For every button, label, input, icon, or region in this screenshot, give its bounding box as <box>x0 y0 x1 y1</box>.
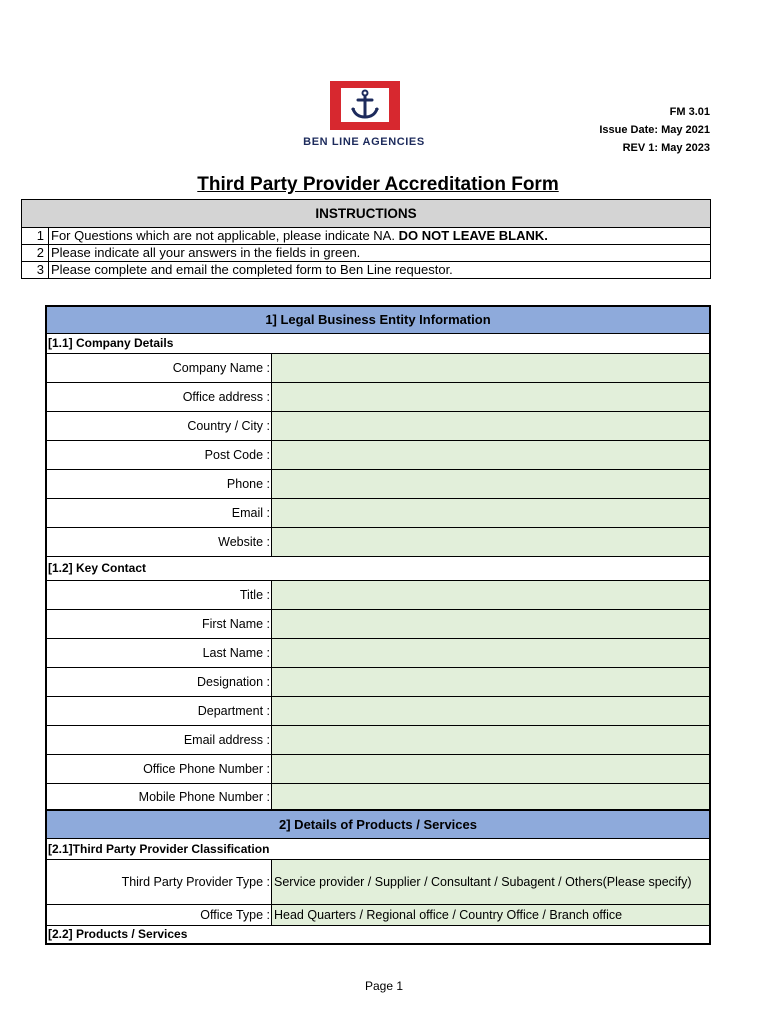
instructions-heading: INSTRUCTIONS <box>22 200 711 228</box>
company-name-row <box>47 354 709 383</box>
website-field[interactable] <box>272 528 709 556</box>
page-title: Third Party Provider Accreditation Form <box>197 174 559 195</box>
website-label: Website : <box>47 528 272 556</box>
office-type-field[interactable]: Head Quarters / Regional office / Country Office / Branch office <box>272 905 709 925</box>
revision-date: REV 1: May 2023 <box>622 142 710 154</box>
instruction-number: 2 <box>22 245 49 262</box>
instruction-row <box>22 245 711 262</box>
instruction-text: Please complete and email the completed form to Ben Line requestor. <box>49 262 711 279</box>
section-1-heading: 1] Legal Business Entity Information <box>47 307 709 334</box>
instruction-row <box>22 262 711 279</box>
instruction-text: Please indicate all your answers in the fields in green. <box>49 245 711 262</box>
phone-row <box>47 470 709 499</box>
first-name-row <box>47 610 709 639</box>
instruction-text <box>49 228 711 245</box>
designation-row <box>47 668 709 697</box>
mobile-phone-row <box>47 784 709 810</box>
contact-email-row <box>47 726 709 755</box>
email-label: Email : <box>47 499 272 527</box>
title-label: Title : <box>47 581 272 609</box>
last-name-label: Last Name : <box>47 639 272 667</box>
email-row <box>47 499 709 528</box>
form-number: FM 3.01 <box>669 106 710 118</box>
instruction-row <box>22 228 711 245</box>
office-type-row <box>47 905 709 926</box>
classification-heading: [2.1]Third Party Provider Classification <box>47 839 709 860</box>
flag-anchor-icon <box>296 70 432 136</box>
instructions-table <box>21 199 711 279</box>
designation-label: Designation : <box>47 668 272 696</box>
office-address-label: Office address : <box>47 383 272 411</box>
section-2-heading: 2] Details of Products / Services <box>47 810 709 839</box>
provider-type-label: Third Party Provider Type : <box>47 860 272 904</box>
department-label: Department : <box>47 697 272 725</box>
last-name-field[interactable] <box>272 639 709 667</box>
post-code-label: Post Code : <box>47 441 272 469</box>
instruction-number: 1 <box>22 228 49 245</box>
contact-email-label: Email address : <box>47 726 272 754</box>
company-name-label: Company Name : <box>47 354 272 382</box>
department-field[interactable] <box>272 697 709 725</box>
title-field[interactable] <box>272 581 709 609</box>
provider-type-field[interactable]: Service provider / Supplier / Consultant / Subagent / Others(Please specify) <box>272 860 709 904</box>
mobile-phone-label: Mobile Phone Number : <box>47 784 272 809</box>
phone-label: Phone : <box>47 470 272 498</box>
key-contact-heading: [1.2] Key Contact <box>47 557 709 581</box>
issue-date: Issue Date: May 2021 <box>599 124 710 136</box>
phone-field[interactable] <box>272 470 709 498</box>
department-row <box>47 697 709 726</box>
company-name-field[interactable] <box>272 354 709 382</box>
products-services-heading: [2.2] Products / Services <box>48 927 188 941</box>
mobile-phone-field[interactable] <box>272 784 709 809</box>
office-address-row <box>47 383 709 412</box>
office-type-label: Office Type : <box>47 905 272 925</box>
country-city-field[interactable] <box>272 412 709 440</box>
country-city-row <box>47 412 709 441</box>
first-name-label: First Name : <box>47 610 272 638</box>
company-logo-text: BEN LINE AGENCIES <box>303 136 425 148</box>
website-row <box>47 528 709 557</box>
designation-field[interactable] <box>272 668 709 696</box>
provider-type-row <box>47 860 709 905</box>
last-name-row <box>47 639 709 668</box>
office-phone-row <box>47 755 709 784</box>
country-city-label: Country / City : <box>47 412 272 440</box>
office-address-field[interactable] <box>272 383 709 411</box>
page-number: Page 1 <box>364 979 404 993</box>
office-phone-label: Office Phone Number : <box>47 755 272 783</box>
post-code-field[interactable] <box>272 441 709 469</box>
accreditation-form <box>45 305 711 945</box>
first-name-field[interactable] <box>272 610 709 638</box>
instruction-number: 3 <box>22 262 49 279</box>
title-row <box>47 581 709 610</box>
post-code-row <box>47 441 709 470</box>
company-details-heading: [1.1] Company Details <box>47 334 709 354</box>
instruction-text-main: For Questions which are not applicable, please indicate NA. <box>51 228 399 243</box>
instruction-text-emphasis: DO NOT LEAVE BLANK. <box>398 228 548 243</box>
email-field[interactable] <box>272 499 709 527</box>
contact-email-field[interactable] <box>272 726 709 754</box>
office-phone-field[interactable] <box>272 755 709 783</box>
